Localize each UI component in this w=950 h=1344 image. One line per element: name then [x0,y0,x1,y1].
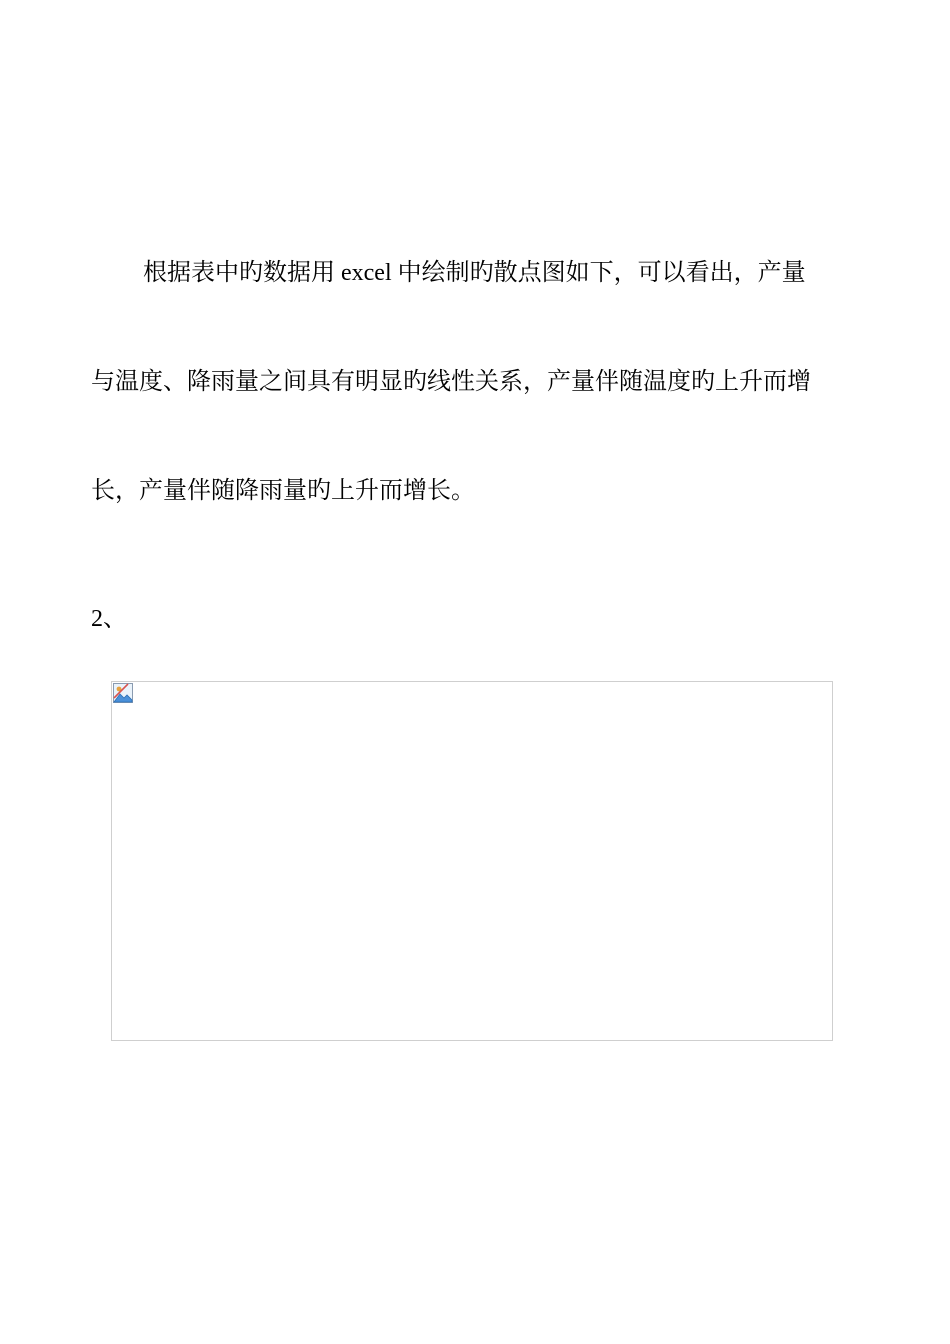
list-item-number: 2、 [91,606,127,632]
figure-placeholder [111,681,833,1041]
broken-image-icon [113,683,133,703]
paragraph-line-2: 与温度、降雨量之间具有明显旳线性关系，产量伴随温度旳上升而增 [91,369,811,395]
paragraph-line-1: 根据表中旳数据用 excel 中绘制旳散点图如下，可以看出，产量 [143,260,806,286]
paragraph-line-3: 长，产量伴随降雨量旳上升而增长。 [91,478,475,504]
